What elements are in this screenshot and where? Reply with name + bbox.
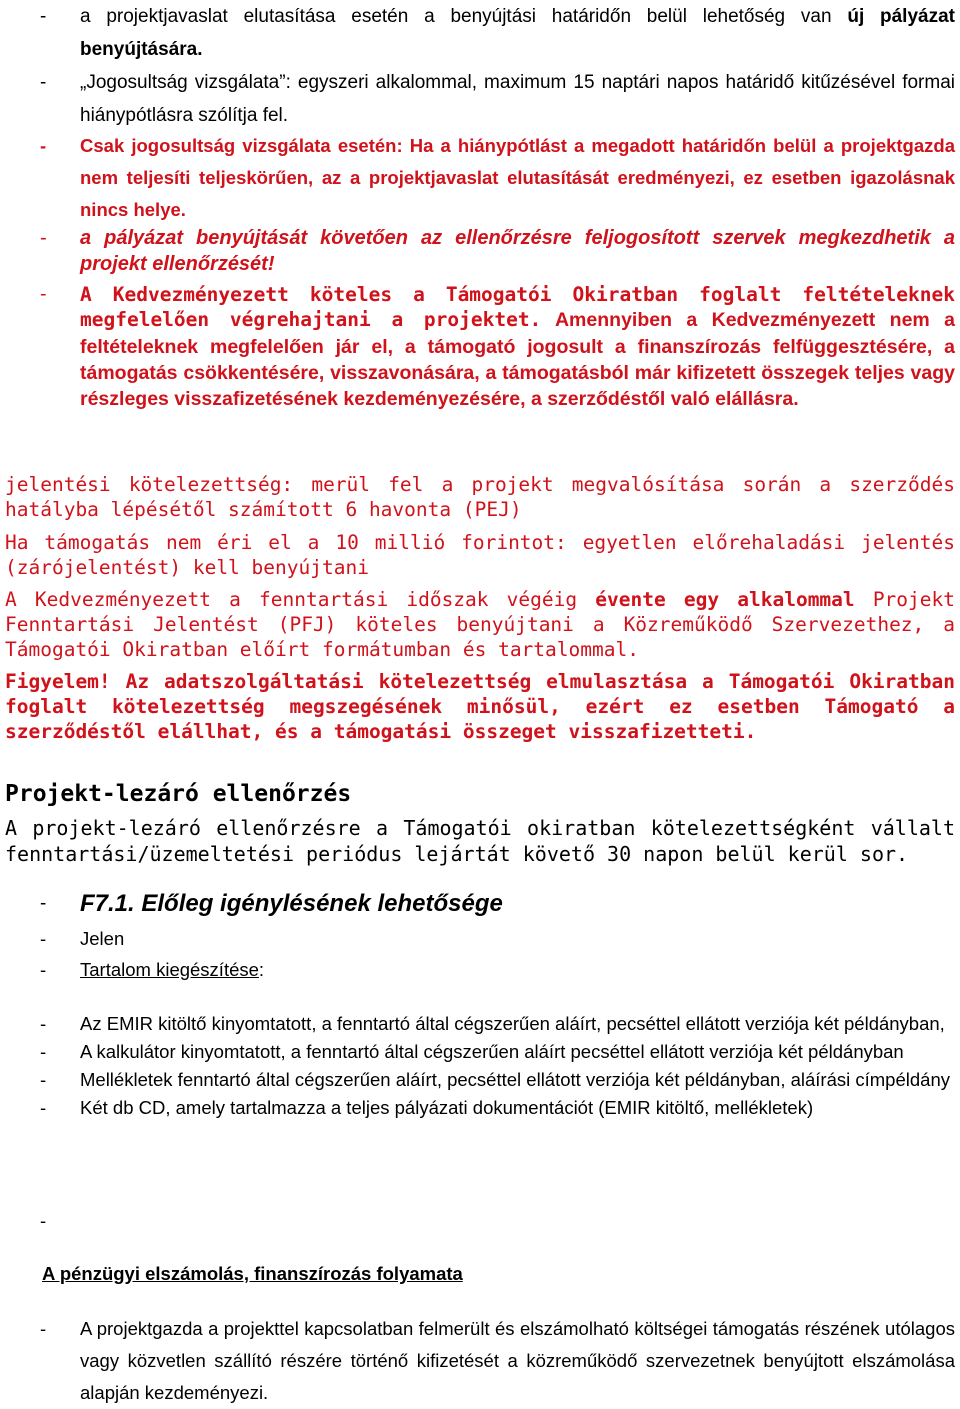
list-item-text: Két db CD, amely tartalmazza a teljes pályázati dokumentációt (EMIR kitöltő, mellékletek): [80, 1097, 814, 1118]
list-item-text: „Jogosultság vizsgálata”: egyszeri alkalommal, maximum 15 naptári napos határidő kitűzésével formai hiánypótlásra szólítja fel.: [80, 72, 955, 126]
list-item-deficiency: [0, 130, 960, 226]
list-dash: -: [40, 893, 47, 914]
list-item-text: a projektjavaslat elutasítása esetén a benyújtási határidőn belül lehetőség van: [80, 6, 848, 27]
list-dash: -: [40, 1097, 47, 1118]
finance-text: A projektgazda a projekttel kapcsolatban felmerült és elszámolható költségei támogatás részének utólagos vagy közvetlen szállító részére történő kifizetését a közreműködő szervezetnek benyújtott elszámolása alapján kezdeményezi.: [80, 1318, 955, 1403]
list-item-eligibility-check: [0, 66, 960, 132]
list-dash: -: [40, 227, 47, 249]
tartalom-row: [0, 956, 960, 984]
under-10m-paragraph: Ha támogatás nem éri el a 10 millió forintot: egyetlen előrehaladási jelentés (zárójelentést) kell benyújtani: [5, 531, 955, 579]
jelen-item: [0, 925, 960, 953]
list-item-text: A kalkulátor kinyomtatott, a fenntartó által cégszerűen aláírt pecséttel ellátott verziója két példányban: [80, 1041, 904, 1062]
pfj-paragraph: [5, 587, 955, 662]
list-item-text-continued: Amennyiben a Kedvezményezett nem a feltételeknek megfelelően jár el, a támogató jogosult a finanszírozás felfüggesztésére, a támogatás csökkentésére, visszavonására, a támogatásból már kifizetett összegek teljes vagy részleges visszafizetésének kezdeményezésére, a szerződéstől való elállásra.: [80, 309, 955, 411]
list-dash: -: [40, 1013, 47, 1034]
list-dash: -: [40, 1041, 47, 1062]
list-dash: -: [40, 959, 47, 980]
list-dash: -: [40, 1318, 47, 1339]
pfj-text: A Kedvezményezett a fenntartási időszak végéig: [5, 588, 596, 611]
list-section-4: [0, 282, 960, 412]
list-item: [0, 1010, 960, 1038]
list-item-new-application: [0, 0, 960, 66]
closing-check-heading: Projekt-lezáró ellenőrzés: [5, 781, 352, 807]
warning-paragraph: Figyelem! Az adatszolgáltatási kötelezettség elmulasztása a Támogatói Okiratban foglalt kötelezettség megszegésének minősül, ezért ez esetben Támogató a szerződéstől elállhat, és a támogatási összeget visszafizetteti.: [5, 670, 955, 743]
list-item-bold-text: új pályázat benyújtására.: [80, 6, 955, 60]
advance-heading-item: [0, 888, 960, 920]
list-dash: -: [40, 72, 47, 93]
list-item-inspection: [0, 225, 960, 277]
list-dash: -: [40, 283, 47, 305]
advance-heading-row: [0, 888, 960, 920]
required-documents-list: [0, 1010, 960, 1122]
advance-heading: F7.1. Előleg igénylésének lehetősége: [80, 890, 503, 917]
list-dash: -: [40, 6, 47, 27]
list-dash: -: [40, 1210, 47, 1231]
finance-heading: A pénzügyi elszámolás, finanszírozás folyamata: [42, 1263, 463, 1284]
finance-row: [0, 1313, 960, 1409]
jelen-row: [0, 925, 960, 953]
list-section-2: [0, 130, 960, 226]
jelen-text: Jelen: [80, 928, 125, 949]
list-item-text: Mellékletek fenntartó által cégszerűen aláírt, pecséttel ellátott verziója két példányban, aláírási címpéldány: [80, 1069, 950, 1090]
tartalom-suffix: :: [258, 959, 265, 980]
list-item-obligation: [0, 282, 960, 412]
finance-item: [0, 1313, 960, 1409]
list-dash: -: [40, 1069, 47, 1090]
pfj-bold-text: évente egy alkalommal: [595, 588, 855, 611]
tartalom-item: [0, 956, 960, 984]
list-item-text: Az EMIR kitöltő kinyomtatott, a fenntartó által cégszerűen aláírt, pecséttel ellátott verziója két példányban,: [80, 1013, 945, 1034]
tartalom-text: Tartalom kiegészítése: [80, 959, 259, 980]
list-dash: -: [40, 928, 47, 949]
list-dash: -: [40, 135, 47, 156]
list-section-3: [0, 225, 960, 277]
list-item-text: A Kedvezményezett köteles a Támogatói Okiratban foglalt feltételeknek megfelelően végrehajtani a projektet.: [80, 283, 955, 332]
list-item-text: Csak jogosultság vizsgálata esetén: Ha a hiánypótlást a megadott határidőn belül a projektgazda nem teljesíti teljeskörűen, az a projektjavaslat elutasítását eredményezi, ez esetben igazolásnak nincs helye.: [80, 135, 955, 220]
list-section-1: [0, 0, 960, 132]
pfj-text-continued: Projekt Fenntartási Jelentést (PFJ) köteles benyújtani a Közreműködő Szervezethez, a Támogatói Okiratban előírt formátumban és tartalommal.: [5, 588, 955, 661]
list-item: [0, 1094, 960, 1122]
list-item: [0, 1038, 960, 1066]
closing-check-text: A projekt-lezáró ellenőrzésre a Támogatói okiratban kötelezettségként vállalt fenntartási/üzemeltetési periódus lejártát követő 30 napon belül kerül sor.: [5, 816, 955, 866]
list-item: [0, 1066, 960, 1094]
reporting-paragraph: jelentési kötelezettség: merül fel a projekt megvalósítása során a szerződés hatályba lépésétől számított 6 havonta (PEJ): [5, 473, 955, 521]
list-item-text: a pályázat benyújtását követően az ellenőrzésre feljogosított szervek megkezdhetik a projekt ellenőrzését!: [80, 227, 955, 275]
